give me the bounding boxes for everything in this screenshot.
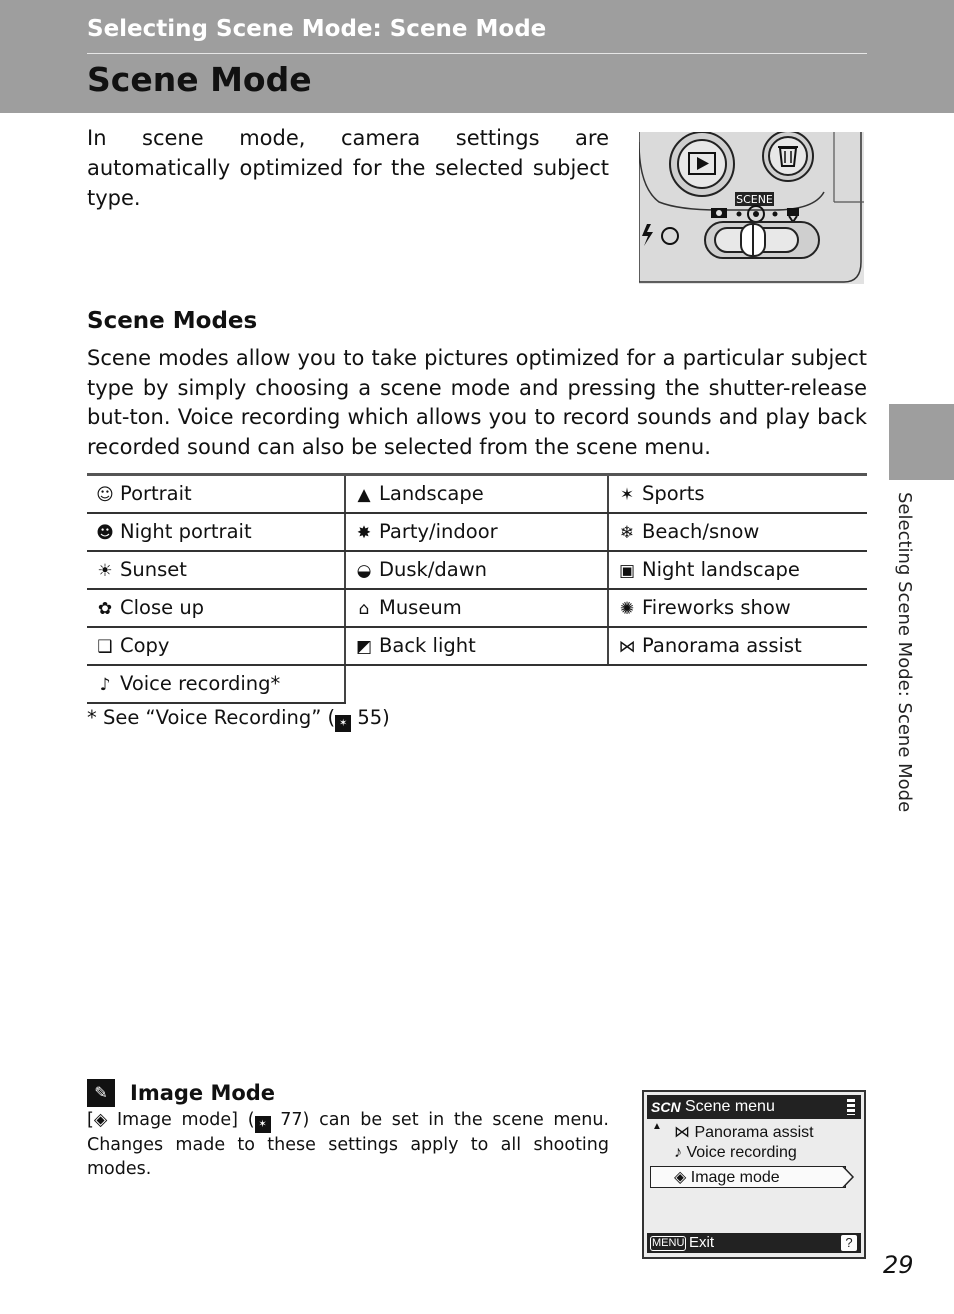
menu-item-label: Panorama assist <box>694 1124 814 1141</box>
exit-label: Exit <box>689 1234 715 1251</box>
mode-cell-night-portrait <box>87 513 345 551</box>
museum-icon: ⌂ <box>358 599 370 619</box>
mode-label: Panorama assist <box>642 634 802 657</box>
table-row <box>87 665 867 703</box>
portrait-icon: ☺ <box>96 485 114 506</box>
mode-label: Night landscape <box>642 558 800 581</box>
mode-cell-voice-recording <box>87 665 345 703</box>
mode-label: Night portrait <box>120 520 252 543</box>
mode-cell-close-up <box>87 589 345 627</box>
page-reference-icon: ✶ <box>255 1116 271 1133</box>
image-mode-icon: ◈ <box>674 1169 691 1186</box>
mode-cell-night-landscape <box>608 551 867 589</box>
page-reference-icon: ✶ <box>335 715 351 732</box>
scene-modes-table <box>87 473 867 704</box>
panorama-assist-icon: ⋈ <box>618 637 636 657</box>
landscape-icon: ▲ <box>357 485 371 506</box>
camera-mode-dial-illustration <box>639 132 864 284</box>
menu-item-voice-recording[interactable] <box>674 1144 797 1162</box>
night-portrait-icon: ☻ <box>96 523 114 543</box>
mode-label: Museum <box>379 596 462 619</box>
mode-label: Dusk/dawn <box>379 558 488 581</box>
side-tab-label: Selecting Scene Mode: Scene Mode <box>894 492 915 813</box>
note-text-part1: Image mode] ( <box>107 1110 255 1130</box>
mode-cell-sports <box>608 475 867 513</box>
mode-label: Copy <box>120 634 170 657</box>
scene-modes-heading: Scene Modes <box>87 308 258 334</box>
side-tab <box>889 404 954 480</box>
mode-label: Sports <box>642 482 705 506</box>
table-row <box>87 627 867 665</box>
sports-icon: ✶ <box>619 485 635 506</box>
mode-label: Back light <box>379 634 476 657</box>
menu-item-image-mode[interactable] <box>674 1167 780 1187</box>
menu-item-label: Image mode <box>690 1169 780 1186</box>
mode-cell-fireworks-show <box>608 589 867 627</box>
copy-icon: ❑ <box>97 637 113 657</box>
mode-cell-museum <box>345 589 608 627</box>
mode-cell-dusk-dawn <box>345 551 608 589</box>
mode-label: Fireworks show <box>642 596 791 619</box>
mode-cell-beach-snow <box>608 513 867 551</box>
image-mode-icon: ◈ <box>93 1110 108 1130</box>
scene-modes-description: Scene modes allow you to take pictures optimized for a particular subject type by simply choosing a scene mode and pressing the shutter-release but-ton. Voice recording which allows you to record sounds and play back recorded sound can also be selected from the scene menu. <box>87 346 867 459</box>
mode-label: Beach/snow <box>642 520 760 543</box>
menu-item-panorama-assist[interactable] <box>674 1122 814 1142</box>
note-bracket: [ <box>87 1110 94 1130</box>
mode-label: Voice recording* <box>120 672 281 695</box>
note-icon: ✎ <box>87 1079 115 1107</box>
panorama-assist-icon: ⋈ <box>674 1124 695 1141</box>
beach-snow-icon: ❄ <box>619 523 635 543</box>
party-indoor-icon: ✸ <box>356 523 372 543</box>
empty-cell <box>345 665 867 703</box>
voice-recording-icon: ♪ <box>99 675 111 695</box>
section-title: Selecting Scene Mode: Scene Mode <box>87 16 547 42</box>
intro-text: In scene mode, camera settings are automatically optimized for the selected subject type. <box>87 126 609 210</box>
mode-label: Close up <box>120 596 205 619</box>
lcd-scene-menu <box>642 1090 866 1259</box>
voice-recording-icon: ♪ <box>674 1144 687 1161</box>
scrollbar-icon <box>847 1099 855 1115</box>
back-light-icon: ◩ <box>355 637 373 657</box>
fireworks-show-icon: ✺ <box>619 599 635 619</box>
mode-cell-portrait <box>87 475 345 513</box>
mode-label: Party/indoor <box>379 520 498 543</box>
sunset-icon: ☀ <box>97 561 113 581</box>
mode-cell-sunset <box>87 551 345 589</box>
footnote-text: * See “Voice Recording” ( <box>87 706 336 729</box>
table-row <box>87 551 867 589</box>
menu-footer-bar <box>647 1233 861 1253</box>
dusk-dawn-icon: ◒ <box>356 561 372 581</box>
close-up-icon: ✿ <box>97 599 113 619</box>
scene-mode-label: SCENE <box>736 193 773 206</box>
menu-button-icon: MENU <box>652 1237 685 1249</box>
note-page-ref: 77 <box>280 1110 303 1130</box>
page-number: 29 <box>883 1251 914 1279</box>
table-row <box>87 513 867 551</box>
note-text-part2: ) can be set in the scene menu. Changes made to these settings apply to all shooting modes. <box>87 1110 609 1179</box>
selection-arrow-icon <box>843 1166 857 1189</box>
menu-title-bar <box>647 1095 861 1119</box>
mode-cell-panorama-assist <box>608 627 867 665</box>
table-row <box>87 589 867 627</box>
mode-label: Sunset <box>120 558 187 581</box>
header-band <box>0 0 954 113</box>
mode-cell-landscape <box>345 475 608 513</box>
page-title: Scene Mode <box>87 60 312 99</box>
scroll-up-icon: ▲ <box>652 1121 662 1132</box>
night-landscape-icon: ▣ <box>618 561 636 581</box>
mode-label: Portrait <box>120 482 192 506</box>
footnote <box>87 706 390 732</box>
footnote-page: 55) <box>357 706 390 729</box>
note-title: Image Mode <box>130 1081 276 1105</box>
menu-item-label: Voice recording <box>686 1144 797 1161</box>
header-rule <box>87 53 867 54</box>
mode-label: Landscape <box>379 482 484 506</box>
mode-cell-party-indoor <box>345 513 608 551</box>
mode-cell-copy <box>87 627 345 665</box>
menu-title: Scene menu <box>685 1098 775 1115</box>
mode-cell-back-light <box>345 627 608 665</box>
scn-icon: SCN <box>651 1099 681 1115</box>
table-row <box>87 475 867 513</box>
note-text <box>87 1108 609 1181</box>
help-icon: ? <box>841 1235 857 1251</box>
